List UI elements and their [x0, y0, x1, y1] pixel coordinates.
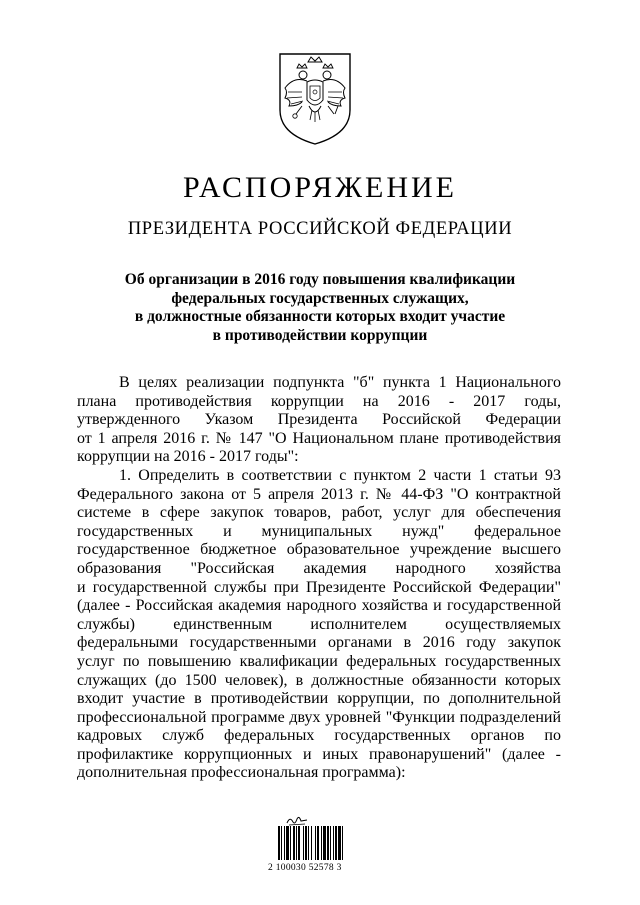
barcode-bar — [305, 826, 307, 860]
body-line: от 1 апреля 2016 г. № 147 "О Национальном плане противодействия — [77, 429, 561, 447]
body-line: и государственной службы при Президенте Российской Федерации" — [77, 578, 561, 596]
body-line: дополнительная профессиональная программа): — [77, 764, 406, 782]
document-title: РАСПОРЯЖЕНИЕ — [182, 171, 458, 204]
barcode-bar — [317, 826, 319, 860]
barcode-bar — [315, 826, 316, 860]
signature-mark — [286, 814, 308, 826]
barcode-bar — [311, 826, 312, 860]
body-line: профессиональной программе двух уровней "Функции подразделений — [77, 708, 561, 726]
heading-line: федеральных государственных служащих, — [171, 289, 469, 307]
body-line: федеральными государственными органами в 2016 году закупок — [77, 634, 561, 652]
barcode-bar — [298, 826, 300, 860]
body-line: образования "Российская академия народного хозяйства — [77, 559, 561, 577]
body-line: служащих (до 1500 человек), в должностные обязанности которых — [77, 671, 561, 689]
body-line: плана противодействия коррупции на 2016 - 2017 годы, — [77, 392, 561, 410]
barcode-bar — [286, 826, 289, 860]
barcode-bar — [293, 826, 295, 860]
body-line: (далее - Российская академия народного хозяйства и государственной — [77, 597, 561, 615]
body-line: услуг по повышению квалификации федеральных государственных — [77, 652, 561, 670]
body-line: службы) единственным исполнителем осуществляемых — [77, 615, 561, 633]
barcode-bar — [342, 826, 343, 860]
barcode-bar — [284, 826, 285, 860]
heading-line: в противодействии коррупции — [212, 326, 428, 344]
barcode-bar — [327, 826, 329, 860]
body-line: В целях реализации подпункта "б" пункта 1 Национального — [119, 374, 561, 391]
body-line: профилактике коррупционных и иных правонарушений" (далее - — [77, 745, 561, 763]
barcode-bar — [278, 826, 280, 860]
body-line: Федерального закона от 5 апреля 2013 г. № 44-ФЗ "О контрактной — [77, 485, 561, 503]
body-line: государственное бюджетное образовательное учреждение высшего — [77, 541, 561, 559]
body-line: утвержденного Указом Президента Российской Федерации — [77, 411, 561, 429]
barcode-bar — [321, 826, 322, 860]
barcode-block — [268, 814, 368, 874]
barcode-bar — [335, 826, 337, 860]
barcode-bar — [323, 826, 326, 860]
body-line: системе в сфере закупок товаров, работ, услуг для обеспечения — [77, 504, 561, 522]
body-line: коррупции на 2016 - 2017 годы": — [77, 448, 299, 466]
barcode-bar — [303, 826, 304, 860]
barcode-bar — [330, 826, 331, 860]
barcode-bar — [338, 826, 341, 860]
heading-line: в должностные обязанности которых входит участие — [134, 308, 506, 325]
barcode-bar — [333, 826, 334, 860]
body-line: входит участие в противодействии коррупции, по дополнительной — [77, 690, 561, 708]
heading-line: Об организации в 2016 году повышения квалификации — [124, 271, 516, 288]
barcode-bar — [290, 826, 291, 860]
document-body — [77, 374, 561, 783]
barcode-bar — [296, 826, 297, 860]
russian-coat-of-arms-icon — [272, 48, 358, 148]
barcode-bar — [308, 826, 309, 860]
document-heading — [100, 271, 540, 345]
barcode — [278, 826, 364, 860]
barcode-number: 2 100030 52578 3 — [268, 863, 342, 873]
document-subtitle: ПРЕЗИДЕНТА РОССИЙСКОЙ ФЕДЕРАЦИИ — [127, 219, 513, 239]
body-line: 1. Определить в соответствии с пунктом 2 части 1 статьи 93 — [119, 466, 561, 484]
barcode-bar — [281, 826, 282, 860]
body-line: кадровых служб федеральных государственных органов по — [77, 727, 561, 745]
body-line: государственных и муниципальных нужд" федеральное — [77, 522, 561, 540]
